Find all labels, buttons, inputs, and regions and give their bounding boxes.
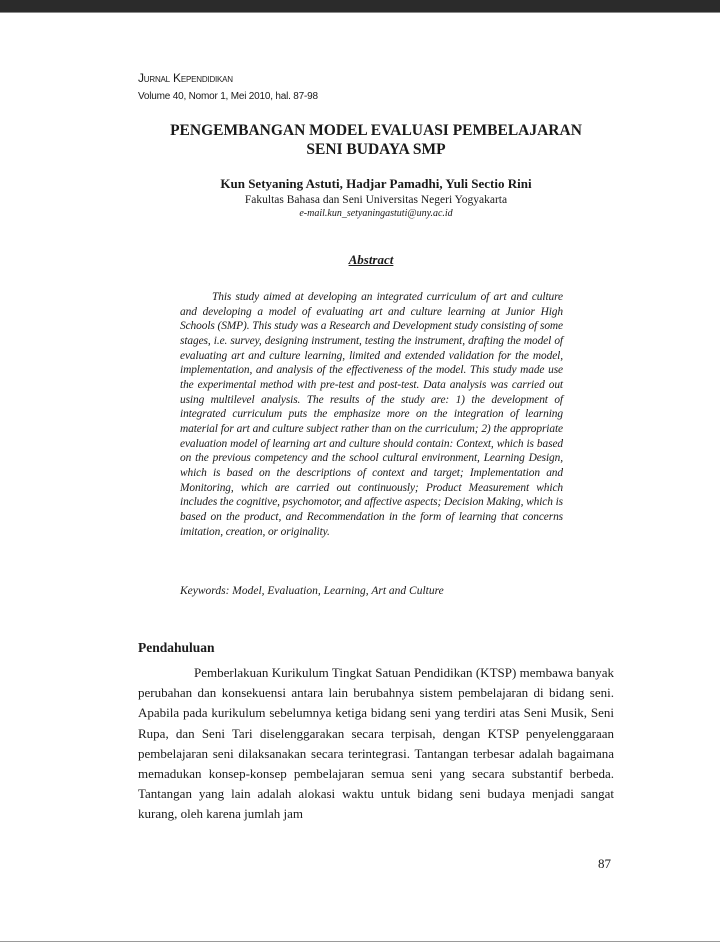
section-body: Pemberlakuan Kurikulum Tingkat Satuan Pendidikan (KTSP) membawa banyak perubahan dan konsekuensi antara lain berubahnya sistem pembelajaran di bidang seni. Apabila pada kurikulum sebelumnya ketiga bidang seni yang terdiri atas Seni Musik, Seni Rupa, dan Seni Tari diselenggarakan secara terpisah, dengan KTSP penyelenggaraan pembelajaran seni dilaksanakan secara terintegrasi. Tantangan terbesar adalah bagaimana memadukan konsep-konsep pembelajaran semua seni yang secara substantif berbeda. Tantangan yang lain adalah alokasi waktu untuk bidang seni budaya menjadi sangat kurang, oleh karena jumlah jam (138, 665, 614, 822)
journal-volume: Volume 40, Nomor 1, Mei 2010, hal. 87-98 (138, 91, 318, 102)
paper-title-line-1: PENGEMBANGAN MODEL EVALUASI PEMBELAJARAN (170, 122, 582, 139)
affiliation: Fakultas Bahasa dan Seni Universitas Negeri Yogyakarta (244, 194, 508, 206)
author-names: Kun Setyaning Astuti, Hadjar Pamadhi, Yuli Sectio Rini (220, 176, 532, 191)
top-divider (0, 12, 720, 13)
journal-title: Jurnal Kependidikan (138, 71, 233, 85)
journal-header (138, 70, 318, 105)
author-email: e-mail.kun_setyaningastuti@uny.ac.id (299, 208, 453, 219)
keywords: Keywords: Model, Evaluation, Learning, Art and Culture (180, 585, 444, 597)
viewer-top-bar (0, 0, 720, 12)
paper-title-line-2: SENI BUDAYA SMP (306, 141, 446, 158)
paper-title (138, 121, 614, 159)
author-block (138, 176, 614, 221)
abstract-body: This study aimed at developing an integrated curriculum of art and culture and developing a model of evaluating art and culture learning at Junior High Schools (SMP). This study was a Research and Development study consisting of some stages, i.e. survey, designing instrument, testing the instrument, drafting the model of evaluating art and culture learning, limited and extended validation for the model, implementation, and analysis of the effectiveness of the model. This study made use the experimental method with pre-test and post-test. Data analysis was carried out using multilevel analysis. The results of the study are: 1) the development of integrated curriculum puts the emphasize more on the integration of learning material for art and culture subject rather than on the curriculum; 2) the appropriate evaluation model of learning art and culture should contain: Context, which is based on the previous competency and the school cultural environment, Learning Design, which is based on the descriptions of context and target; Implementation and Monitoring, which are carried out continuously; Product Measurement which includes the cognitive, psychomotor, and affective aspects; Decision Making, which is based on the product, and Recommendation in the form of learning that concerns imitation, creation, or originality. (180, 291, 563, 538)
abstract-heading: Abstract (348, 252, 394, 267)
page-number: 87 (598, 856, 611, 871)
section-heading: Pendahuluan (138, 640, 215, 655)
bottom-divider (0, 941, 720, 942)
